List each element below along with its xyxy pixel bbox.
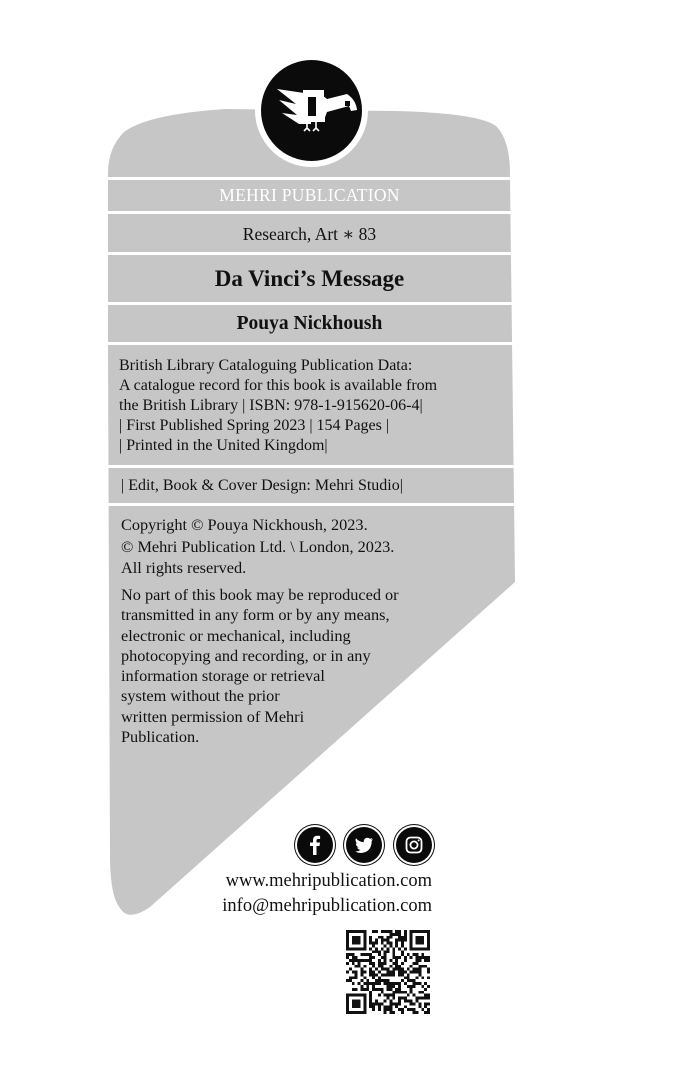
email-link[interactable]: info@mehripublication.com <box>222 896 432 916</box>
book-author: Pouya Nickhoush <box>236 312 383 334</box>
catalog-line: | First Published Spring 2023 | 154 Pages | <box>119 417 390 434</box>
bird-icon <box>261 60 362 161</box>
rights-line: photocopying and recording, or in any <box>121 645 371 665</box>
book-category: Research, Art ∗ 83 <box>242 223 377 244</box>
publisher-logo <box>261 60 362 161</box>
qr-code <box>346 930 430 1014</box>
rights-statement <box>121 585 399 747</box>
instagram-button[interactable] <box>396 827 432 863</box>
catalog-line: British Library Cataloguing Publication Data: <box>119 357 413 374</box>
facebook-icon <box>297 827 333 863</box>
copyright-notice <box>121 514 394 579</box>
publisher-name: MEHRI PUBLICATION <box>219 184 400 205</box>
rights-line: electronic or mechanical, including <box>121 625 351 645</box>
rights-line: No part of this book may be reproduced or <box>121 585 399 604</box>
catalog-info <box>119 356 437 456</box>
copyright-line: All rights reserved. <box>121 558 247 577</box>
catalog-line: | Printed in the United Kingdom| <box>119 437 328 454</box>
website-link[interactable]: www.mehripublication.com <box>225 871 432 891</box>
rights-line: written permission of Mehri <box>121 706 305 726</box>
twitter-button[interactable] <box>346 827 382 863</box>
copyright-line: Copyright © Pouya Nickhoush, 2023. <box>121 515 368 534</box>
copyright-line: © Mehri Publication Ltd. \ London, 2023. <box>121 536 395 556</box>
instagram-icon <box>396 827 432 863</box>
rights-line: Publication. <box>121 727 200 747</box>
rights-line: transmitted in any form or by any means, <box>121 605 390 625</box>
design-credit: | Edit, Book & Cover Design: Mehri Studio| <box>121 477 403 494</box>
catalog-line: the British Library | ISBN: 978-1-915620-06-4| <box>119 397 423 414</box>
rights-line: information storage or retrieval <box>121 666 325 686</box>
facebook-button[interactable] <box>297 827 333 863</box>
twitter-icon <box>346 827 382 863</box>
catalog-line: A catalogue record for this book is available from <box>119 377 438 394</box>
rights-line: system without the prior <box>121 686 280 706</box>
book-title: Da Vinci’s Message <box>214 266 405 291</box>
